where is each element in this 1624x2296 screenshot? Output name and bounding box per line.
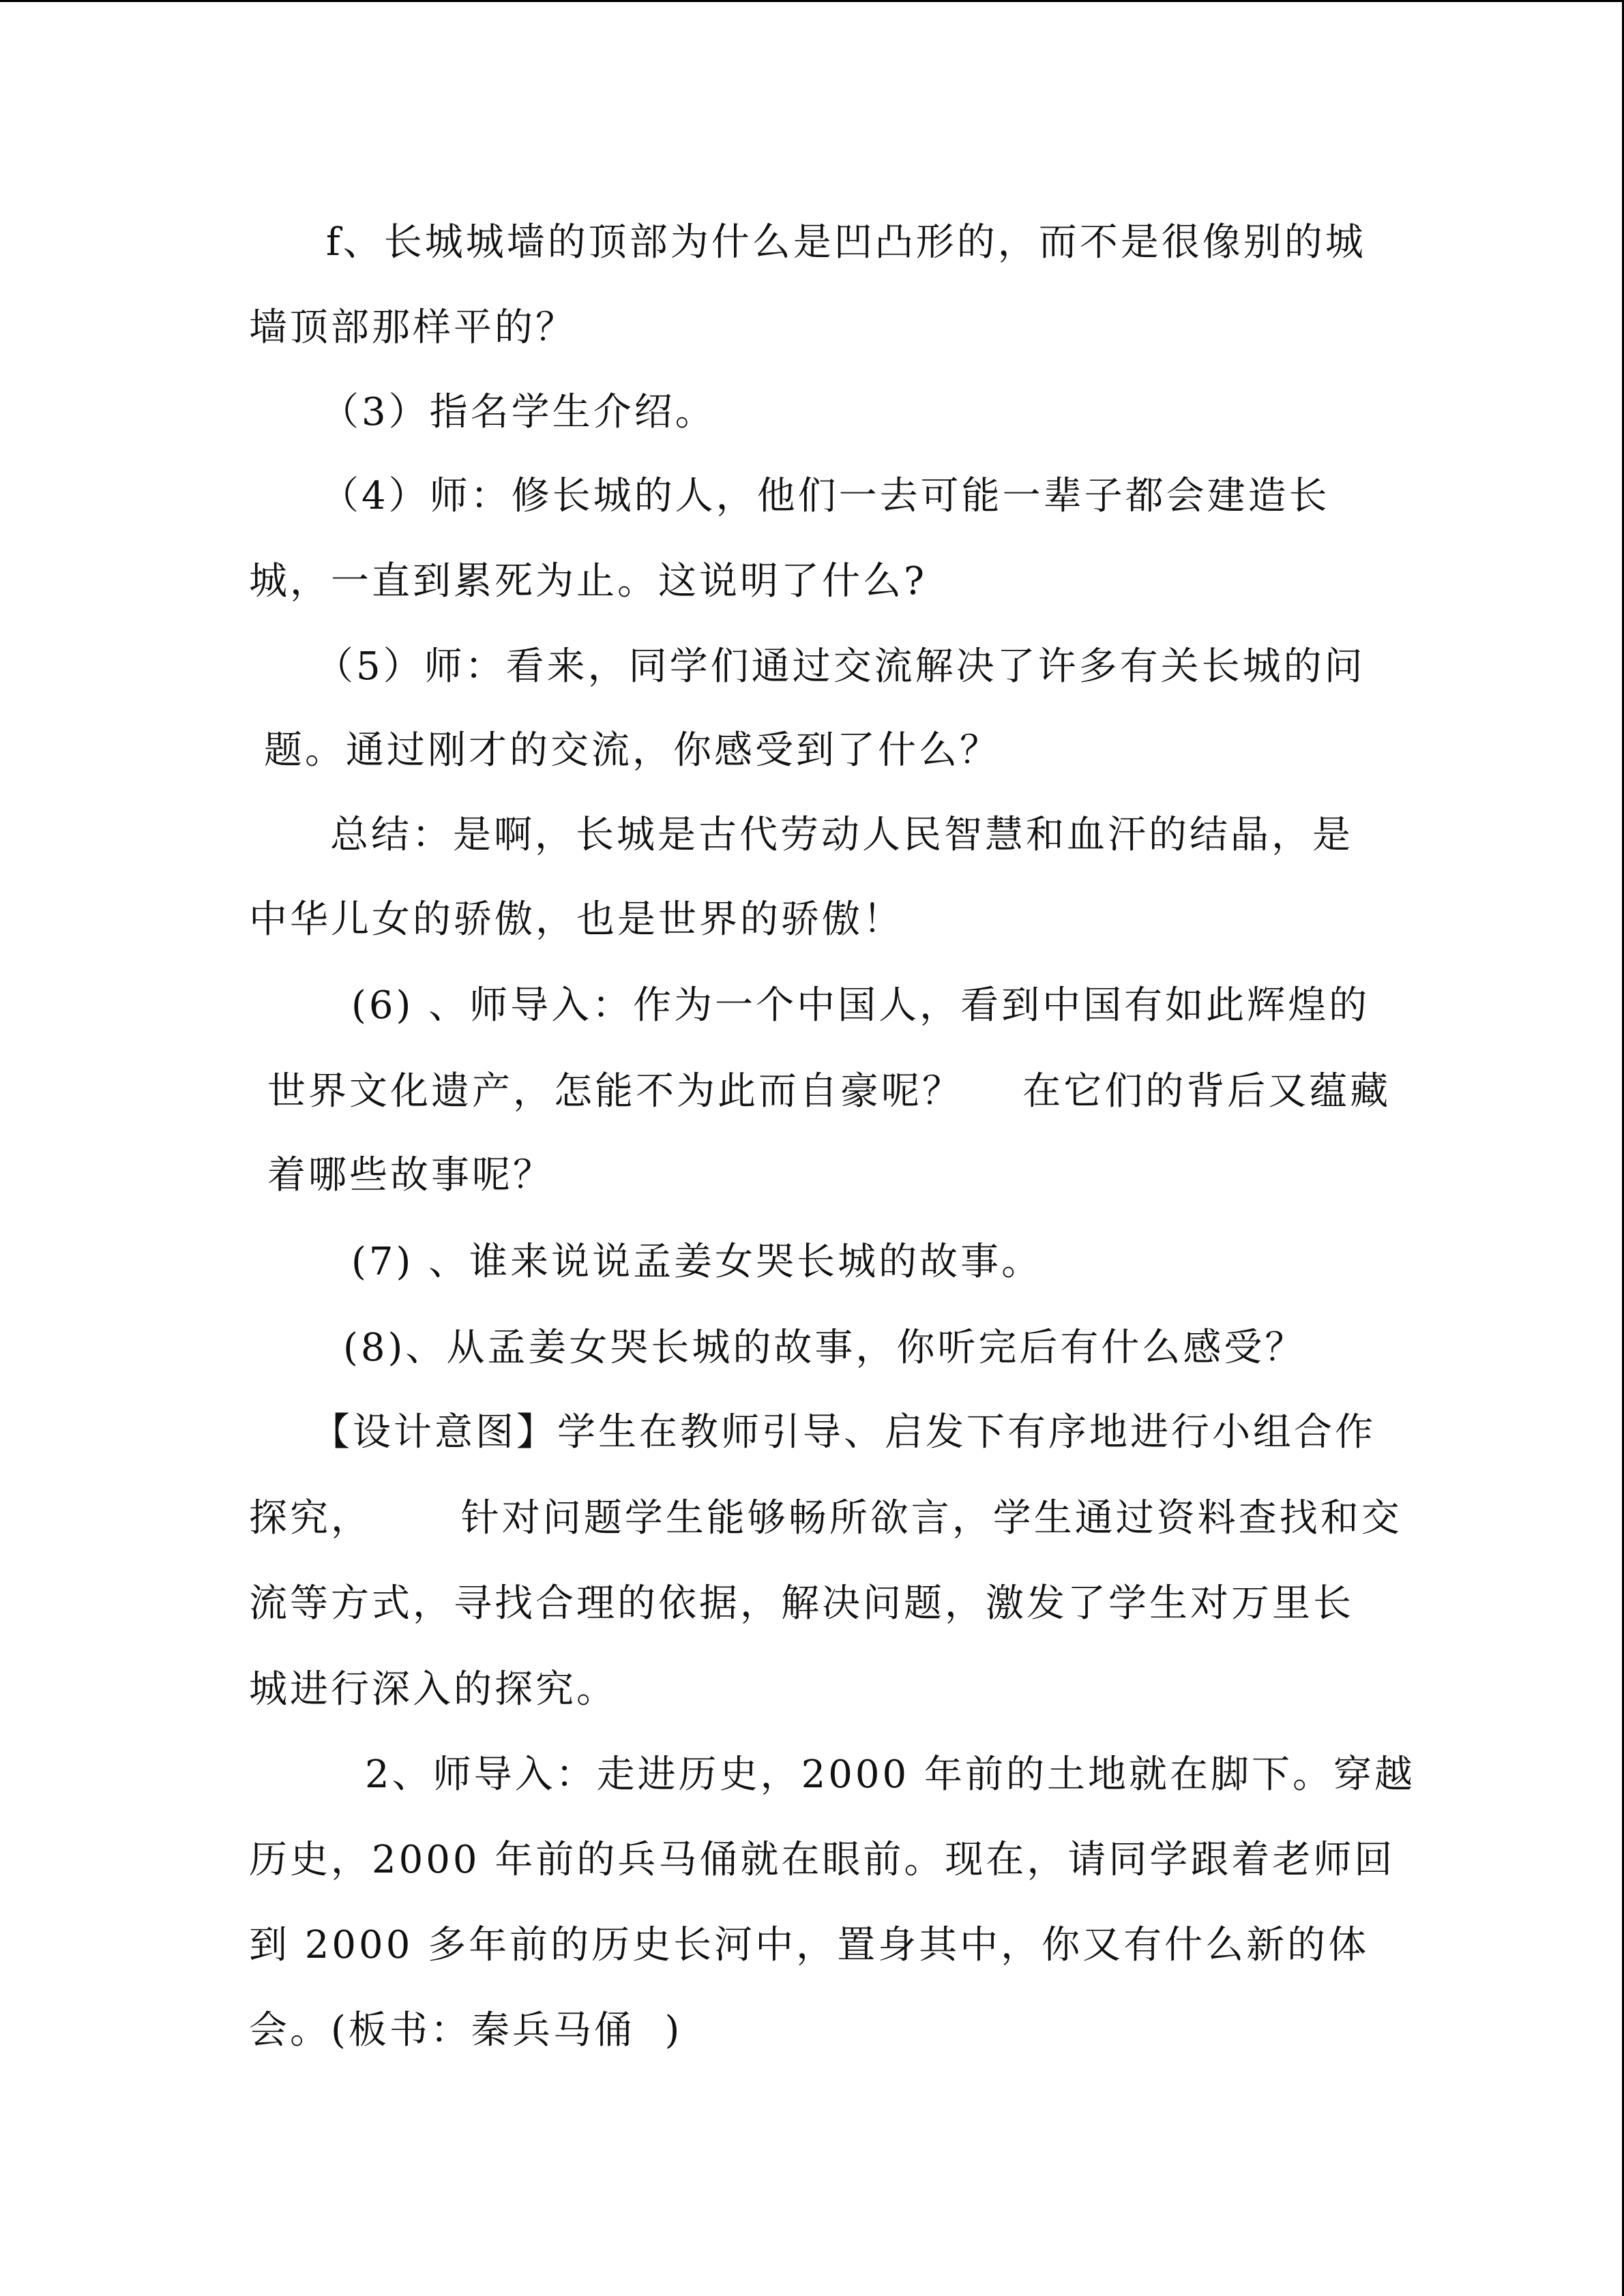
text-line: 到 2000 多年前的历史长河中，置身其中，你又有什么新的体: [249, 1923, 1370, 1967]
text-line: 中华儿女的骄傲，也是世界的骄傲！: [249, 897, 904, 942]
text-line: 总结：是啊，长城是古代劳动人民智慧和血汗的结晶，是: [330, 813, 1353, 857]
text-line: 【设计意图】学生在教师引导、启发下有序地进行小组合作: [312, 1410, 1376, 1455]
text-line: (6) 、师导入：作为一个中国人，看到中国有如此辉煌的: [351, 983, 1370, 1028]
text-line: f、长城城墙的顶部为什么是凹凸形的，而不是很像别的城: [326, 220, 1366, 265]
text-line: 世界文化遗产，怎能不为此而自豪呢？ 在它们的背后又蕴藏: [267, 1069, 1391, 1114]
text-line: (7) 、谁来说说孟姜女哭长城的故事。: [351, 1240, 1043, 1284]
text-line: 会。(板书：秦兵马俑 ): [249, 2008, 683, 2053]
text-line: 流等方式，寻找合理的依据，解决问题，激发了学生对万里长: [249, 1581, 1354, 1626]
text-line: （5）师：看来，同学们通过交流解决了许多有关长城的问: [315, 644, 1365, 689]
text-line: 墙顶部那样平的？: [249, 305, 576, 350]
text-line: (8)、从孟姜女哭长城的故事，你听完后有什么感受？: [343, 1326, 1306, 1370]
text-line: 题。通过刚才的交流，你感受到了什么？: [264, 728, 1001, 773]
text-line: 2、师导入：走进历史，2000 年前的土地就在脚下。穿越: [365, 1753, 1415, 1797]
text-line: 探究， 针对问题学生能够畅所欲言，学生通过资料查找和交: [249, 1496, 1402, 1540]
text-line: 城，一直到累死为止。这说明了什么?: [249, 559, 928, 603]
text-line: （4）师：修长城的人，他们一去可能一辈子都会建造长: [321, 474, 1330, 518]
text-line: 历史，2000 年前的兵马俑就在眼前。现在，请同学跟着老师回: [249, 1838, 1396, 1882]
text-line: 着哪些故事呢？: [267, 1153, 554, 1197]
text-line: 城进行深入的探究。: [249, 1667, 617, 1712]
text-line: （3）指名学生介绍。: [321, 390, 716, 434]
